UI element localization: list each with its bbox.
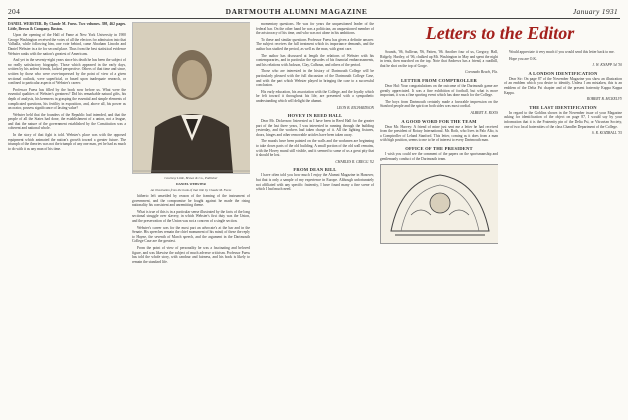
paragraph: I have often told you how much I enjoy the Alumni Magazine in Hanover, but that is only a sample of my experience in Europe. Although unfortunately not affiliated with any specific fraternity, I have found many a fine scene of which I had much need. [256,173,374,192]
paragraph: His early education, his association with the College, and the loyalty which he felt toward it throughout his life, are presented with a sympathetic understanding which will delight the alumni. [256,89,374,103]
section-heading: FROM DEAN BILL [293,167,337,173]
paragraph: To these and similar questions Professor Fuess has given a definite answer. The subject receives the full treatment which its importance demands, and the author has studied the period, as well as the man, with great care. [256,37,374,51]
column-3 [256,22,374,414]
portrait-image [132,22,250,174]
portrait-caption: An illustration from the book of that title by Claude M. Fuess [150,188,232,192]
paragraph: Hope you are O.K. [509,56,537,61]
paragraph: momentary questions. He was for years the unquestioned leader of the federal bar. On the other hand he was a politician, an unquestioned member of the aristocracy of his time, and who was not alone in his ambitions. [256,22,374,36]
signature: CHARLES R. GREGG '02 [335,159,374,164]
section-heading: OFFICE OF THE PRESIDENT [405,145,473,151]
paragraph: And yet in the seventy-eight years since his death he has been the subject of no really satisfactory biography. Those which appeared in the early days, written by his ardent friends, lacked perspective. Others of that time and since, written by those who were over-impressed by the point of view of a given sectional outlook, were superficial, or based upon inadequate research, or confined to particular aspects of Webster's career. [8,58,126,86]
paragraph: Those who are interested in the history of Dartmouth College will be particularly pleased with the full discussion of the Dartmouth College Case, and with the part which Webster played in bringing the case to a successful conclusion. [256,69,374,88]
paragraph: I wish you could see the comment of the papers on the sportsmanship and gentlemanly conduct of the Dartmouth team. [380,151,498,161]
signature: ROBERT B. MCKELVY [586,97,622,102]
signature: LEON B. RICHARDSON [336,105,374,110]
review-title: DANIEL WEBSTER. [8,22,43,26]
running-header [8,4,618,18]
page-number: 204 [8,6,21,16]
paragraph: hitherto left unsettled by reason of the framing of the instrument of government, and the compromise he fought against he made the rising nationality his consistent and unremitting theme. [132,194,250,208]
paragraph: Webster's career was for the most part an advocate's at the bar and in the Senate. His speeches remain the chief monument of his mind; of these the reply to Hayne, the seventh of March speech, and the argument in the Dartmouth College Case are the greatest. [132,225,250,244]
portrait-title: DANIEL WEBSTER [176,182,206,186]
section-heading: HOVEY IN REED HALL [287,113,343,119]
section-heading: THE LAST IDENTIFICATION [529,104,597,110]
paragraph: Dear Sir: On page 87 of the November Magazine you show an illustration of an emblem which you desire to identify. Unless I am mistaken, this is an emblem of the Delta Psi chapter and of the present fraternity Kappa Kappa Kappa. [504,76,622,95]
portrait-engraving-icon [133,23,250,173]
paragraph: From the point of view of personality he was a fascinating and beloved figure, and was likewise the subject of much adverse criticism. Professor Fuess has told the whole story, with candour and fairness, and his book is likely to remain the standard life. [132,245,250,264]
issue-date: January 1931 [572,6,618,16]
paragraph: In regard to the Goblins shown in the November issue of your Magazine asking for identification of the object on page 87, I would say by your information that it is the Fraternity pin of the Delta Psi, or Vitruvian Society, one of two local fraternities of the class Chandler Department of the College. [504,110,622,129]
paragraph: Professor Fuess has filled by the book now before us. What were the essential qualities of Webster's greatness? Did his remarkable natural gifts, his depth of analysis, his keenness in grasping the essential and simple elements of complicated questions, his fertility in exposition, and, above all, his power as an orator, possess significance of lasting value? [8,87,126,111]
section-heading: A GOOD WORD FOR THE TEAM [401,118,477,124]
column-4 [380,50,498,414]
column-2 [132,22,250,414]
paragraph: What is true of this is in a particular sense illustrated by the facts of the long sectional struggle over slavery, in which Webster's first duty was the Union, and the preservation of the Union was not a concern of a single section. [132,209,250,223]
signature: ALBERT E. ROOS [470,110,498,115]
column-5 [504,50,622,414]
paragraph: Dear Hal: Your congratulations on the outcome of the Dartmouth game are greatly appreciated. It was a fine exhibition of football, but what is more important, it was a fine sporting event which has done much for the College. [380,83,498,98]
signature: S. R. KOZIBALL '35 [591,131,622,136]
magazine-name: DARTMOUTH ALUMNI MAGAZINE [225,6,368,16]
portrait-credit: Courtesy Little, Brown & Co., Publisher [164,176,218,180]
review-credit: By Claude M. Fuess. Two volumes. 398, 462 pages. Little, Brown & Company. Boston. [8,22,126,31]
paragraph: The author has discussed at length the relations of Webster with his contemporaries, and in particular the episodes of his financial embarrassments, and his relations with Jackson, Clay, Calhoun, and others of the period. [256,53,374,67]
paragraph: In the story of that fight is told. Webster's place was with the opposed equipment which animated the nation's growth toward a greater future. The triumph of the theories was not the triumph of any one man, yet he had as much to do with it as any man of his time. [8,133,126,151]
paragraph: Sounds, '06, Sullivan, '06, Patten, '06. Another four of us, Gregory, Hall, Ridgely, Hartley, of '06, chalked up Mt. Washington in May and spent the night in tents, then marched on the top. Note that Andrews has a friend, a roadhill, that he shot on the top of Gorge. [380,50,498,68]
section-heading: A LONDON IDENTIFICATION [528,70,598,76]
paragraph: Webster held that the founders of the Republic had intended, and that the people of all the States had done, the establishment of a union, not a league, and that the nature of the government established by the Constitution was a coherent and national whole. [8,112,126,131]
ornament-image [380,164,498,244]
section-heading: LETTER FROM COMPTROLLER [400,77,478,83]
column-1 [8,22,126,414]
header-rule [8,18,620,19]
section-title: Letters to the Editor [425,23,575,43]
paragraph: The murals have been painted on the walls and the workmen are beginning to take down parts of the old building. A small portion of the old wall remains, with the Hovey mural still visible, and it seemed to some of us a great pity that it should be lost. [256,139,374,158]
paragraph: Dear Mr. Harvey: A friend of mine just sent me a letter he had received from the president of Rotary International. Mr. Roth, who lives in Palo Alto, is a Comptroller of Leland Stanford. This letter, coming as it does from a man with high position, seems to me to be of interest to every Dartmouth man. [380,124,498,143]
paragraph: The boys from Dartmouth certainly made a favorable impression on the Stanford people and the spirit on both sides was most cordial. [380,99,498,109]
paragraph: Would appreciate it very much if you would send this letter back to me. [509,50,615,54]
paragraph: Upon the opening of the Hall of Fame at New York University in 1900 George Washington received the votes of all the electors for admission into that Valhalla, while following him, one vote behind, came Abraham Lincoln and Daniel Webster in a tie for second place. Thus from the best statistical evidence Webster ranks with the nation's greatest of Americans. [8,33,126,56]
signature: J. W. KNAPP 3d '30 [592,63,622,68]
dateline: Coronado Beach, Fla. [465,70,498,75]
cartouche-ornament-icon [381,165,498,243]
paragraph: Dear Mr. Dickerson: Interested as I have been in Reed Hall for the greater part of the last three years, I was interested in running through the building yesterday, and the workers had taken charge of it. All the lighting fixtures, doors, hinges and other removable articles have been taken away. [256,119,374,137]
